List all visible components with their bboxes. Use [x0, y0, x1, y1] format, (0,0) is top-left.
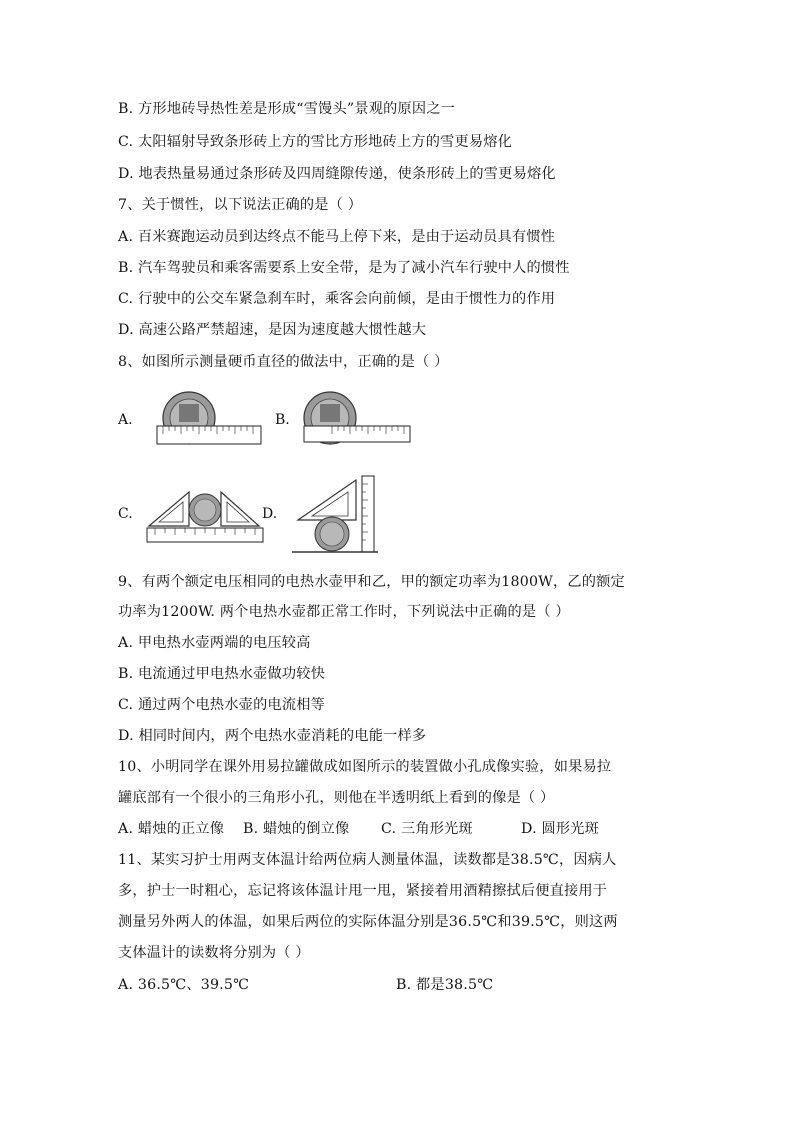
q7-option-b: B. 汽车驾驶员和乘客需要系上安全带，是为了减小汽车行驶中人的惯性: [118, 260, 570, 276]
q10-stem-line1: 10、小明同学在课外用易拉罐做成如图所示的装置做小孔成像实验，如果易拉: [118, 759, 612, 775]
q9-stem-line1: 9、有两个额定电压相同的电热水壶甲和乙，甲的额定功率为1800W，乙的额定: [118, 574, 625, 590]
q8-label-c: C.: [118, 506, 133, 522]
q9-option-b: B. 电流通过甲电热水壶做功较快: [118, 666, 326, 682]
q9-option-d: D. 相同时间内，两个电热水壶消耗的电能一样多: [118, 728, 427, 744]
q8-label-a: A.: [118, 412, 133, 428]
q11-stem-line1: 11、某实习护士用两支体温计给两位病人测量体温，读数都是38.5℃，因病人: [118, 852, 617, 868]
q11-stem-line2: 多，护士一时粗心，忘记将该体温计甩一甩，紧接着用酒精擦拭后便直接用于: [118, 883, 608, 899]
q10-options-row: [118, 819, 599, 839]
q9-option-c: C. 通过两个电热水壶的电流相等: [118, 697, 326, 713]
q9-stem-line2: 功率为1200W. 两个电热水壶都正常工作时，下列说法中正确的是（ ）: [118, 604, 570, 620]
q8-figure-d: [290, 472, 380, 556]
q10-stem-line2: 罐底部有一个很小的三角形小孔，则他在半透明纸上看到的像是（ ）: [118, 790, 555, 806]
q11-option-b: B. 都是38.5℃: [396, 977, 494, 993]
q8-label-d: D.: [262, 506, 278, 522]
q11-stem-line3: 测量另外两人的体温，如果后两位的实际体温分别是36.5℃和39.5℃，则这两: [118, 914, 618, 930]
q10-option-c: C. 三角形光斑: [381, 821, 473, 837]
q7-option-d: D. 高速公路严禁超速，是因为速度越大惯性越大: [118, 322, 427, 338]
q6-option-b: B. 方形地砖导热性差是形成“雪馒头”景观的原因之一: [118, 101, 456, 117]
q10-option-a: A. 蜡烛的正立像: [118, 821, 225, 837]
q8-stem: 8、如图所示测量硬币直径的做法中，正确的是（ ）: [118, 354, 449, 370]
q9-option-a: A. 甲电热水壶两端的电压较高: [118, 635, 311, 651]
q8-label-b: B.: [275, 412, 290, 428]
q8-figure-a: [155, 388, 265, 454]
q6-option-d: D. 地表热量易通过条形砖及四周缝隙传递，使条形砖上的雪更易熔化: [118, 166, 556, 182]
q8-figure-c: [145, 486, 265, 550]
q7-stem: 7、关于惯性，以下说法正确的是（ ）: [118, 197, 363, 213]
q7-option-c: C. 行驶中的公交车紧急刹车时，乘客会向前倾，是由于惯性力的作用: [118, 291, 556, 307]
q7-option-a: A. 百米赛跑运动员到达终点不能马上停下来，是由于运动员具有惯性: [118, 229, 556, 245]
q10-option-d: D. 圆形光斑: [521, 821, 600, 837]
q11-option-a: A. 36.5℃、39.5℃: [118, 977, 250, 993]
q8-figure-b: [302, 388, 414, 454]
q10-option-b: B. 蜡烛的倒立像: [243, 821, 350, 837]
q11-stem-line4: 支体温计的读数将分别为（ ）: [118, 945, 310, 961]
q6-option-c: C. 太阳辐射导致条形砖上方的雪比方形地砖上方的雪更易熔化: [118, 134, 513, 150]
